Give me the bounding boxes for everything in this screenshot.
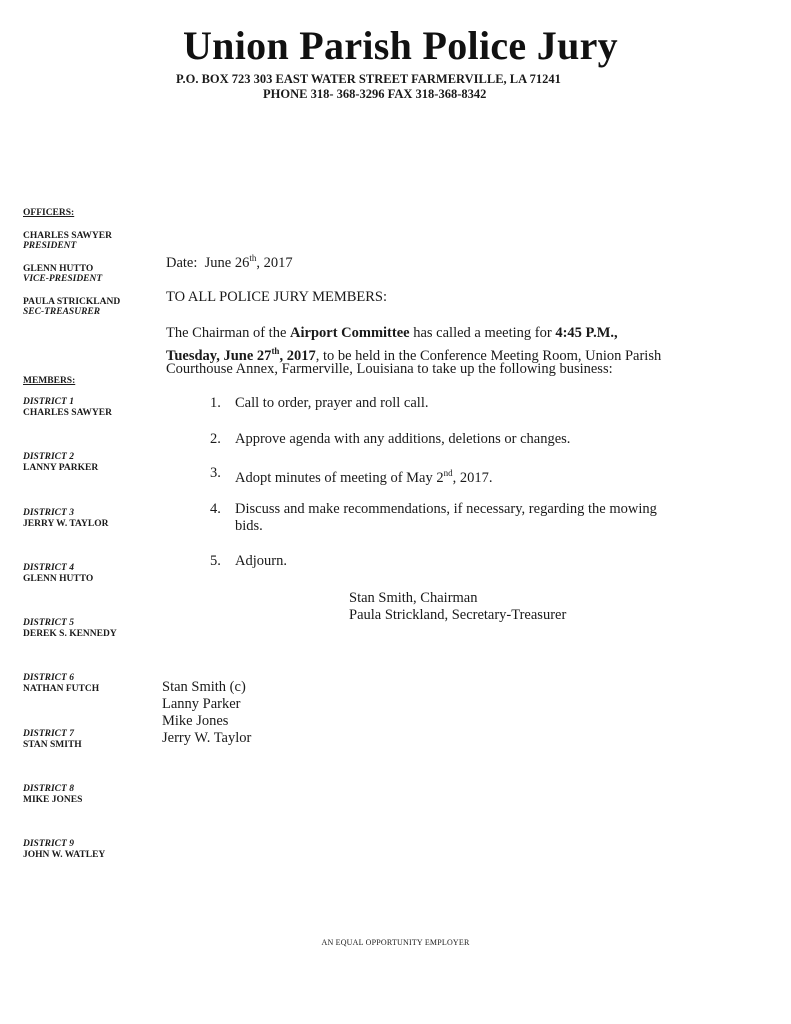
agenda-text-continued: bids. — [235, 518, 263, 534]
committee-member: Stan Smith (c) — [162, 679, 246, 695]
date-suffix: th — [249, 253, 257, 263]
officers-heading: OFFICERS: — [23, 208, 75, 218]
committee-member: Jerry W. Taylor — [162, 730, 252, 746]
agenda-number: 1. — [210, 395, 221, 411]
member-district: DISTRICT 1 — [23, 397, 74, 407]
agenda-text: Approve agenda with any additions, deletions or changes. — [235, 431, 571, 447]
agenda-text: Adjourn. — [235, 553, 287, 569]
member-name: JOHN W. WATLEY — [23, 850, 106, 860]
agenda-text: Adopt minutes of meeting of May 2nd, 2017. — [235, 468, 493, 486]
member-district: DISTRICT 9 — [23, 839, 74, 849]
signature-secretary: Paula Strickland, Secretary-Treasurer — [349, 607, 567, 623]
paragraph-text: The Chairman of the — [166, 325, 291, 341]
footer-employer-statement: AN EQUAL OPPORTUNITY EMPLOYER — [321, 938, 470, 947]
signature-chairman: Stan Smith, Chairman — [349, 590, 478, 606]
date-year: , 2017 — [256, 254, 293, 271]
salutation: TO ALL POLICE JURY MEMBERS: — [166, 289, 388, 305]
member-district: DISTRICT 4 — [23, 563, 74, 573]
date-value: June 26 — [204, 254, 250, 271]
officer-name: PAULA STRICKLAND — [23, 297, 121, 307]
agenda-number: 2. — [210, 431, 221, 447]
officer-title: SEC-TREASURER — [23, 307, 101, 317]
paragraph-text: , to be held in the Conference Meeting Room, Union Parish — [315, 347, 662, 364]
committee-name: Airport Committee — [290, 325, 410, 341]
meeting-time: 4:45 P.M., — [555, 325, 618, 341]
agenda-number: 5. — [210, 553, 221, 569]
officer-title: VICE-PRESIDENT — [23, 274, 103, 284]
member-district: DISTRICT 3 — [23, 508, 74, 518]
member-name: GLENN HUTTO — [23, 574, 94, 584]
officer-name: CHARLES SAWYER — [23, 231, 112, 241]
meeting-day: Tuesday, June 27th, 2017 — [166, 346, 316, 364]
member-district: DISTRICT 8 — [23, 784, 74, 794]
member-district: DISTRICT 2 — [23, 452, 74, 462]
paragraph-line-1 — [166, 324, 618, 342]
member-district: DISTRICT 6 — [23, 673, 74, 683]
agenda-number: 4. — [210, 501, 221, 517]
letterhead-title: Union Parish Police Jury — [183, 23, 618, 68]
member-name: DEREK S. KENNEDY — [23, 629, 117, 639]
letter-date — [166, 249, 293, 272]
agenda-text: Call to order, prayer and roll call. — [235, 395, 429, 411]
officer-name: GLENN HUTTO — [23, 264, 94, 274]
member-name: MIKE JONES — [23, 795, 83, 805]
officer-title: PRESIDENT — [23, 241, 77, 251]
member-district: DISTRICT 5 — [23, 618, 74, 628]
committee-member: Lanny Parker — [162, 696, 241, 712]
letterhead — [0, 22, 791, 69]
paragraph-text: has called a meeting for — [409, 325, 556, 341]
paragraph-line-3: Courthouse Annex, Farmerville, Louisiana to take up the following business: — [166, 361, 613, 377]
letterhead-phone: PHONE 318- 368-3296 FAX 318-368-8342 — [263, 87, 487, 101]
date-label: Date: — [166, 254, 198, 271]
members-heading: MEMBERS: — [23, 376, 76, 386]
member-name: JERRY W. TAYLOR — [23, 519, 109, 529]
member-name: CHARLES SAWYER — [23, 408, 112, 418]
committee-member: Mike Jones — [162, 713, 229, 729]
agenda-text: Discuss and make recommendations, if necessary, regarding the mowing — [235, 501, 657, 517]
member-name: NATHAN FUTCH — [23, 684, 100, 694]
agenda-number: 3. — [210, 465, 221, 481]
letterhead-address: P.O. BOX 723 303 EAST WATER STREET FARMERVILLE, LA 71241 — [176, 72, 561, 86]
member-name: STAN SMITH — [23, 740, 82, 750]
member-district: DISTRICT 7 — [23, 729, 74, 739]
member-name: LANNY PARKER — [23, 463, 99, 473]
